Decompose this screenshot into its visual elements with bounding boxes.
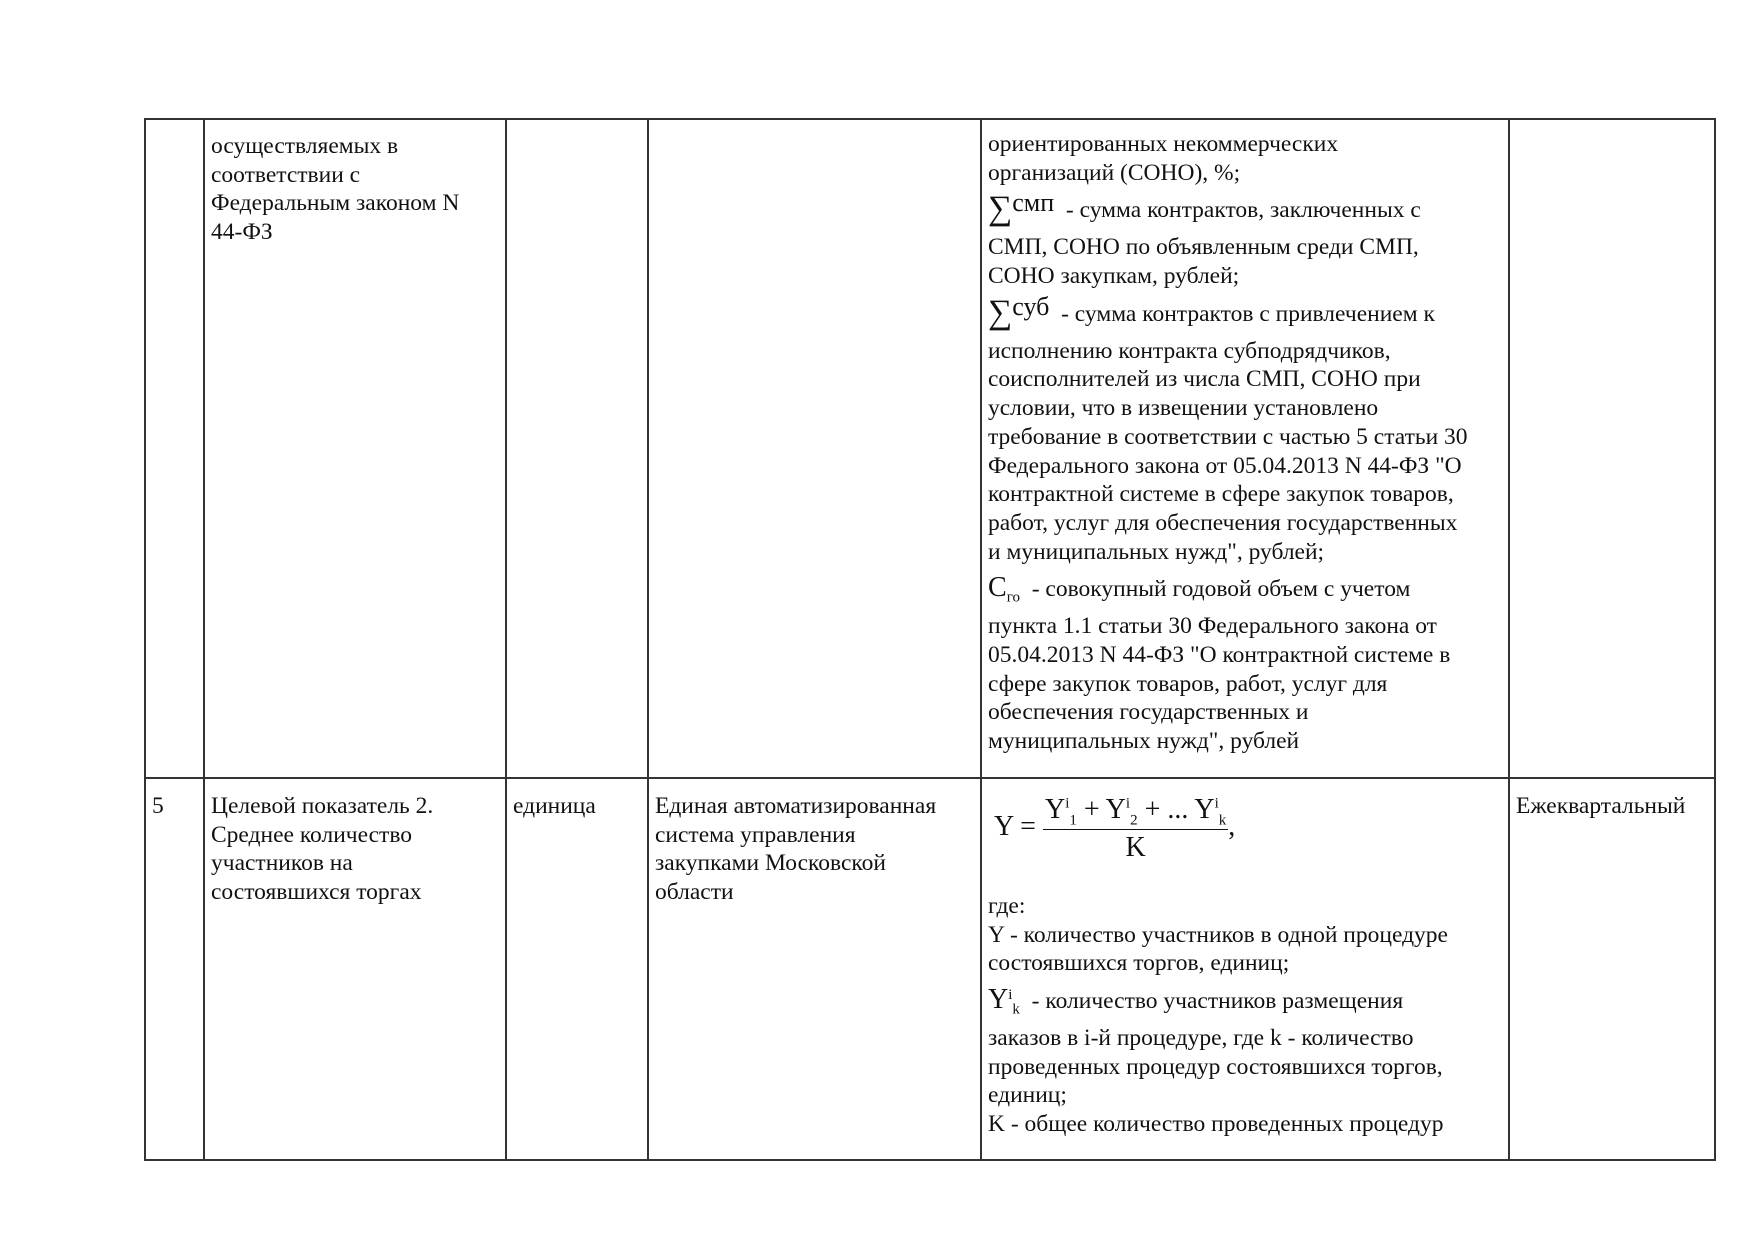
formula-numerator (1043, 792, 1228, 830)
formula-sup: i (1065, 795, 1070, 812)
text-line: участников на (211, 850, 353, 877)
indicator-table (144, 118, 1716, 1161)
text-line: условии, что в извещении установлено (988, 395, 1379, 422)
row2-number: 5 (152, 793, 164, 819)
formula-sub: 2 (1130, 812, 1138, 829)
formula-fraction (1043, 792, 1228, 866)
table-border-top (144, 118, 1716, 120)
text-line: соисполнителей из числа СМП, СОНО при (988, 366, 1421, 393)
method-text (988, 1024, 1501, 1139)
text-line: заказов в i-й процедуре, где k - количество (988, 1025, 1414, 1052)
text-line: Целевой показатель 2. (211, 793, 434, 819)
row1-indicator-name (204, 132, 504, 247)
formula-sup: i (1125, 795, 1131, 812)
formula-subscript: го (1006, 589, 1020, 606)
formula-symbol: Y (1044, 794, 1066, 825)
text-line: проведенных процедур состоявшихся торгов, (988, 1053, 1443, 1080)
row2-calculation-method (981, 792, 1508, 1139)
formula-sub: k (1012, 1001, 1020, 1018)
text-line: осуществляемых в (211, 133, 399, 159)
formula-symbol: смп (1012, 188, 1055, 218)
text-line: сфере закупок товаров, работ, услуг для (988, 670, 1388, 697)
yk-definition (988, 978, 1501, 1024)
formula-comma: , (1228, 811, 1236, 843)
column-divider (1508, 118, 1510, 1161)
text-line: Единая автоматизированная (655, 793, 937, 819)
average-participants-formula (988, 792, 1501, 892)
definition-text: - сумма контрактов с привлечением к (1061, 300, 1435, 327)
text-line: СОНО закупкам, рублей; (988, 263, 1240, 290)
method-text (988, 612, 1501, 755)
text-line: 05.04.2013 N 44-ФЗ "О контрактной системе в (988, 641, 1451, 668)
text-line: требование в соответствии с частью 5 статьи 30 (988, 423, 1468, 450)
text-line: СМП, СОНО по объявленным среди СМП, (988, 234, 1419, 261)
text-line: где: (988, 893, 1026, 919)
text-line: 44-ФЗ (211, 219, 273, 246)
method-text (988, 233, 1501, 290)
c-go-definition (988, 566, 1501, 612)
text-line: единиц; (988, 1082, 1067, 1109)
formula-symbol: Y (1105, 794, 1126, 825)
column-divider (1714, 118, 1716, 1161)
text-line: закупками Московской (655, 850, 886, 877)
formula-denominator: K (1125, 831, 1146, 863)
formula-operator: + (1083, 794, 1100, 825)
text-line: пункта 1.1 статьи 30 Федерального закона от (988, 613, 1437, 640)
column-divider (505, 118, 507, 1161)
row1-calculation-method (981, 130, 1508, 756)
text-line: муниципальных нужд", рублей (988, 728, 1300, 754)
sigma-icon: ∑ (988, 190, 1013, 228)
text-line: Y - количество участников в одной процедуре (988, 921, 1448, 948)
text-line: исполнению контракта субподрядчиков, (988, 337, 1391, 364)
formula-operator: + ... (1144, 794, 1189, 825)
row2-data-source (648, 792, 980, 907)
text-line: соответствии с (211, 161, 361, 188)
text-line: обеспечения государственных и (988, 699, 1309, 726)
text-line: состоявшихся торгов, единиц; (988, 950, 1290, 977)
formula-symbol: C (988, 572, 1007, 604)
sigma-icon: ∑ (988, 293, 1013, 331)
formula-symbol: суб (1012, 291, 1050, 321)
column-divider (647, 118, 649, 1161)
formula-lhs: Y = (994, 811, 1036, 843)
text-line: K - общее количество проведенных процедур (988, 1111, 1444, 1138)
text-line: система управления (655, 821, 856, 848)
formula-sup: i (1008, 987, 1013, 1004)
definition-text: - совокупный годовой объем с учетом (1031, 576, 1411, 603)
method-text (988, 892, 1501, 978)
table-border-bottom (144, 1159, 1716, 1161)
text-line: и муниципальных нужд", рублей; (988, 538, 1325, 565)
text-line: состоявшихся торгах (211, 879, 422, 906)
column-divider (144, 118, 146, 1161)
formula-sub: 1 (1069, 812, 1077, 829)
text-line: организаций (СОНО), %; (988, 159, 1241, 186)
sum-sub-definition (988, 291, 1501, 337)
row2-indicator-name (204, 792, 504, 907)
text-line: ориентированных некоммерческих (988, 131, 1339, 157)
text-line: работ, услуг для обеспечения государственных (988, 509, 1458, 536)
formula-sup: i (1214, 795, 1219, 812)
sum-smp-definition (988, 187, 1501, 233)
formula-symbol: Y (988, 984, 1009, 1016)
row-divider (144, 777, 1716, 779)
formula-sub: k (1218, 812, 1227, 829)
method-text (988, 130, 1501, 187)
row2-unit: единица (513, 793, 596, 819)
formula-symbol: Y (1194, 794, 1215, 825)
text-line: области (655, 879, 734, 906)
text-line: Среднее количество (211, 821, 413, 848)
text-line: контрактной системе в сфере закупок товаров, (988, 481, 1454, 508)
row2-frequency: Ежеквартальный (1516, 793, 1686, 819)
definition-text: - сумма контрактов, заключенных с (1065, 197, 1421, 224)
definition-text: - количество участников размещения (1031, 988, 1404, 1015)
method-text (988, 337, 1501, 567)
text-line: Федеральным законом N (211, 190, 460, 217)
column-divider (203, 118, 205, 1161)
text-line: Федерального закона от 05.04.2013 N 44-ФЗ "О (988, 452, 1462, 479)
